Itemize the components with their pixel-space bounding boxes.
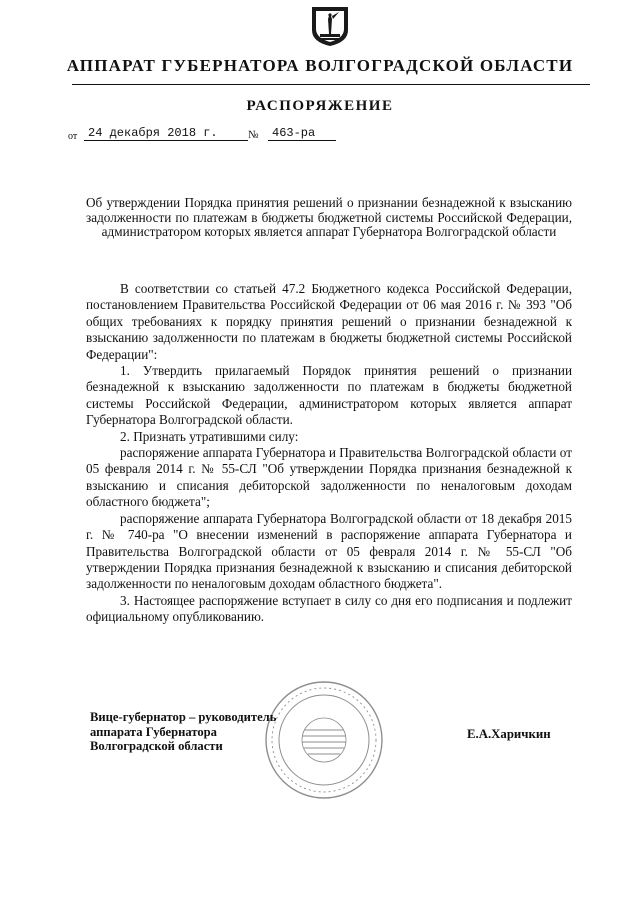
position-line: Вице-губернатор – руководитель <box>90 710 277 724</box>
official-stamp-icon <box>262 678 386 802</box>
document-date: 24 декабря 2018 г. <box>84 126 248 141</box>
document-type: РАСПОРЯЖЕНИЕ <box>246 98 394 114</box>
date-label: от <box>68 131 78 142</box>
header-divider <box>72 84 590 85</box>
volgograd-emblem-icon <box>308 4 352 48</box>
signatory-position <box>90 710 276 754</box>
signatory-name: Е.А.Харичкин <box>467 727 551 741</box>
document-subject: Об утверждении Порядка принятия решений о признании безнадежной к взысканию задолженности по платежам в бюджеты бюджетной системы Российской Федерации, администратором которых является аппарат Губернатора Волгоградской области <box>86 195 572 239</box>
number-label: № <box>248 129 259 141</box>
position-line: аппарата Губернатора <box>90 724 217 739</box>
document-body <box>86 281 572 626</box>
clause-1-paragraph: 1. Утвердить прилагаемый Порядок принятия решений о признании безнадежной к взысканию задолженности по платежам в бюджеты бюджетной системы Российской Федерации, администратором которых является аппарат Губернатора Волгоградской области. <box>86 363 572 428</box>
position-line: Волгоградской области <box>90 739 223 753</box>
document-number: 463-ра <box>268 126 336 141</box>
organization-title: АППАРАТ ГУБЕРНАТОРА ВОЛГОГРАДСКОЙ ОБЛАСТИ <box>66 56 574 75</box>
repealed-order-2-paragraph: распоряжение аппарата Губернатора Волгоградской области от 18 декабря 2015 г. № 740-ра "О внесении изменений в распоряжение аппарата Губернатора и Правительства Волгоградской области от 05 февраля 2014 г. № 55-СЛ "Об утверждении Порядка признания безнадежной к взысканию и списания дебиторской задолженности по неналоговым доходам областного бюджета". <box>86 510 572 592</box>
preamble-paragraph: В соответствии со статьей 47.2 Бюджетного кодекса Российской Федерации, постановлением Правительства Российской Федерации от 06 мая 2016 г. № 393 "Об общих требованиях к порядку принятия решений о признании безнадежной к взысканию задолженности по платежам в бюджеты бюджетной системы Российской Федерации": <box>86 281 572 362</box>
clause-3-paragraph: 3. Настоящее распоряжение вступает в силу со дня его подписания и подлежит официальному опубликованию. <box>86 592 572 625</box>
clause-2-paragraph: 2. Признать утратившими силу: <box>120 428 299 444</box>
repealed-order-1-paragraph: распоряжение аппарата Губернатора и Правительства Волгоградской области от 05 февраля 2014 г. № 55-СЛ "Об утверждении Порядка признания безнадежной к взысканию и списания дебиторской задолженности по неналоговым доходам областного бюджета"; <box>86 445 572 510</box>
